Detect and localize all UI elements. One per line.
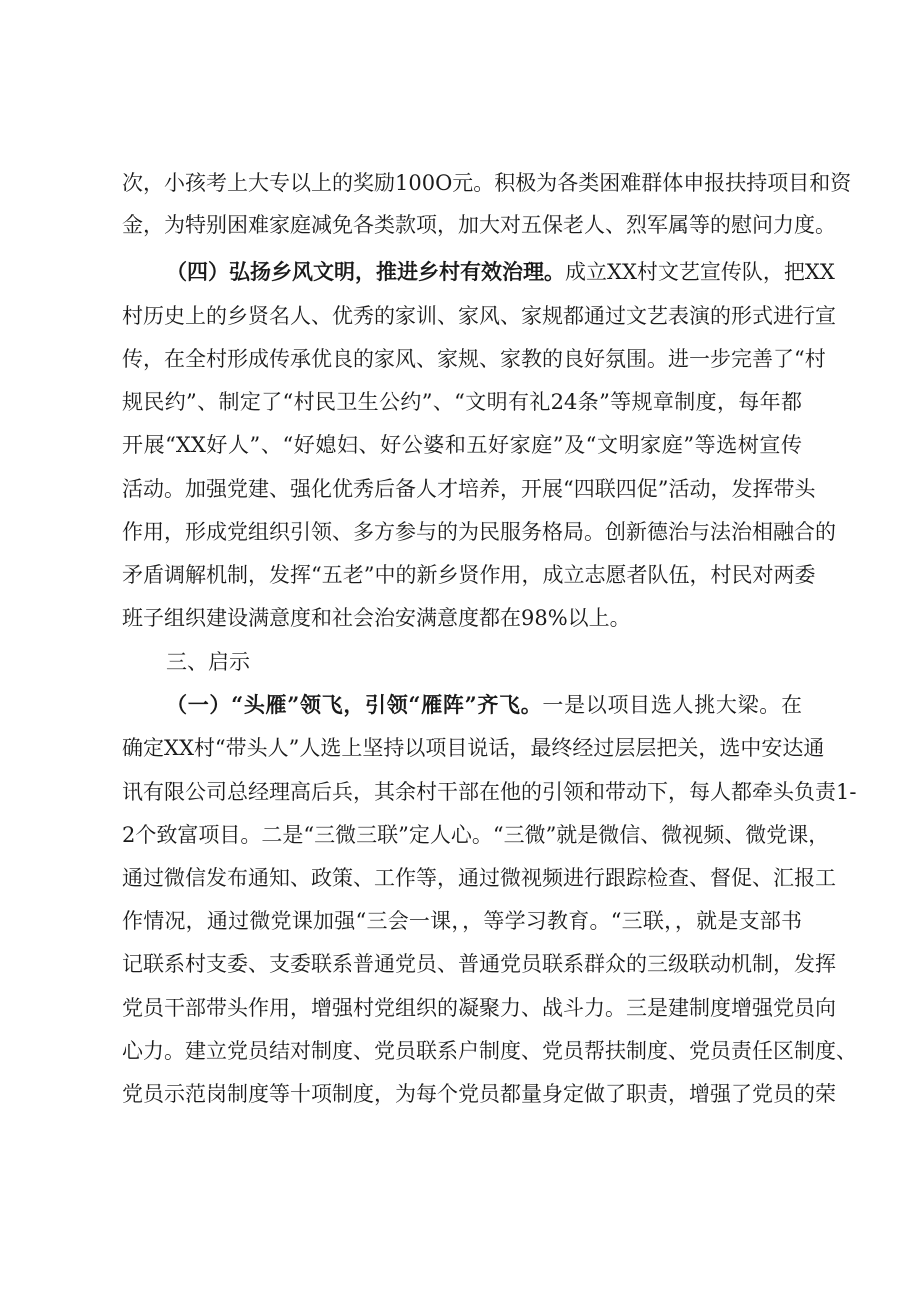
text-line: 党员干部带头作用，增强村党组织的凝聚力、战斗力。三是建制度增强党员向 — [122, 996, 836, 1020]
text-line: 2个致富项目。二是“三微三联”定人心。“三微”就是微信、微视频、微党课， — [122, 823, 830, 847]
text-line: 次，小孩考上大专以上的奖励100O元。积极为各类困难群体申报扶持项目和资 — [122, 171, 852, 195]
text-run: 成立XX村文艺宣传队，把XX — [565, 260, 835, 284]
text-line: 记联系村支委、支委联系普通党员、普通党员联系群众的三级联动机制，发挥 — [122, 952, 836, 976]
text-line: 班子组织建设满意度和社会治安满意度都在98%以上。 — [122, 606, 631, 630]
text-line: 作情况，通过微党课加强“三会一课，，等学习教育。“三联，，就是支部书 — [122, 909, 802, 933]
subsection-heading-1: （一）“头雁”领飞，引领“雁阵”齐飞。 — [166, 692, 543, 717]
text-line: 确定XX村“带头人”人选上坚持以项目说话，最终经过层层把关，选中安达通 — [122, 736, 825, 760]
text-line: 规民约”、制定了“村民卫生公约”、“文明有礼24条”等规章制度，每年都 — [122, 390, 802, 414]
text-line: 活动。加强党建、强化优秀后备人才培养，开展“四联四促”活动，发挥带头 — [122, 477, 816, 501]
paragraph-heading-line — [166, 257, 835, 287]
text-line: 村历史上的乡贤名人、优秀的家训、家风、家规都通过文艺表演的形式进行宣 — [122, 304, 836, 328]
text-line: 通过微信发布通知、政策、工作等，通过微视频进行跟踪检查、督促、汇报工 — [122, 866, 836, 890]
section-heading-4: （四）弘扬乡风文明，推进乡村有效治理。 — [166, 259, 565, 284]
text-line: 开展“XX好人”、“好媳妇、好公婆和五好家庭”及“文明家庭”等选树宣传 — [122, 433, 802, 457]
text-line: 讯有限公司总经理高后兵，其余村干部在他的引领和带动下，每人都牵头负责1- — [122, 780, 857, 804]
text-line: 心力。建立党员结对制度、党员联系户制度、党员帮扶制度、党员责任区制度、 — [122, 1039, 857, 1063]
text-line: 传，在全村形成传承优良的家风、家规、家教的良好氛围。进一步完善了“村 — [122, 347, 826, 371]
text-line: 党员示范岗制度等十项制度，为每个党员都量身定做了职责，增强了党员的荣 — [122, 1082, 836, 1106]
text-line: 作用，形成党组织引领、多方参与的为民服务格局。创新德治与法治相融合的 — [122, 520, 836, 544]
section-title: 三、启示 — [166, 650, 250, 674]
text-line: 金，为特别困难家庭减免各类款项，加大对五保老人、烈军属等的慰问力度。 — [122, 213, 836, 237]
text-run: 一是以项目选人挑大梁。在 — [542, 693, 803, 717]
paragraph-heading-line — [166, 690, 802, 720]
text-line: 矛盾调解机制，发挥“五老”中的新乡贤作用，成立志愿者队伍，村民对两委 — [122, 563, 816, 587]
